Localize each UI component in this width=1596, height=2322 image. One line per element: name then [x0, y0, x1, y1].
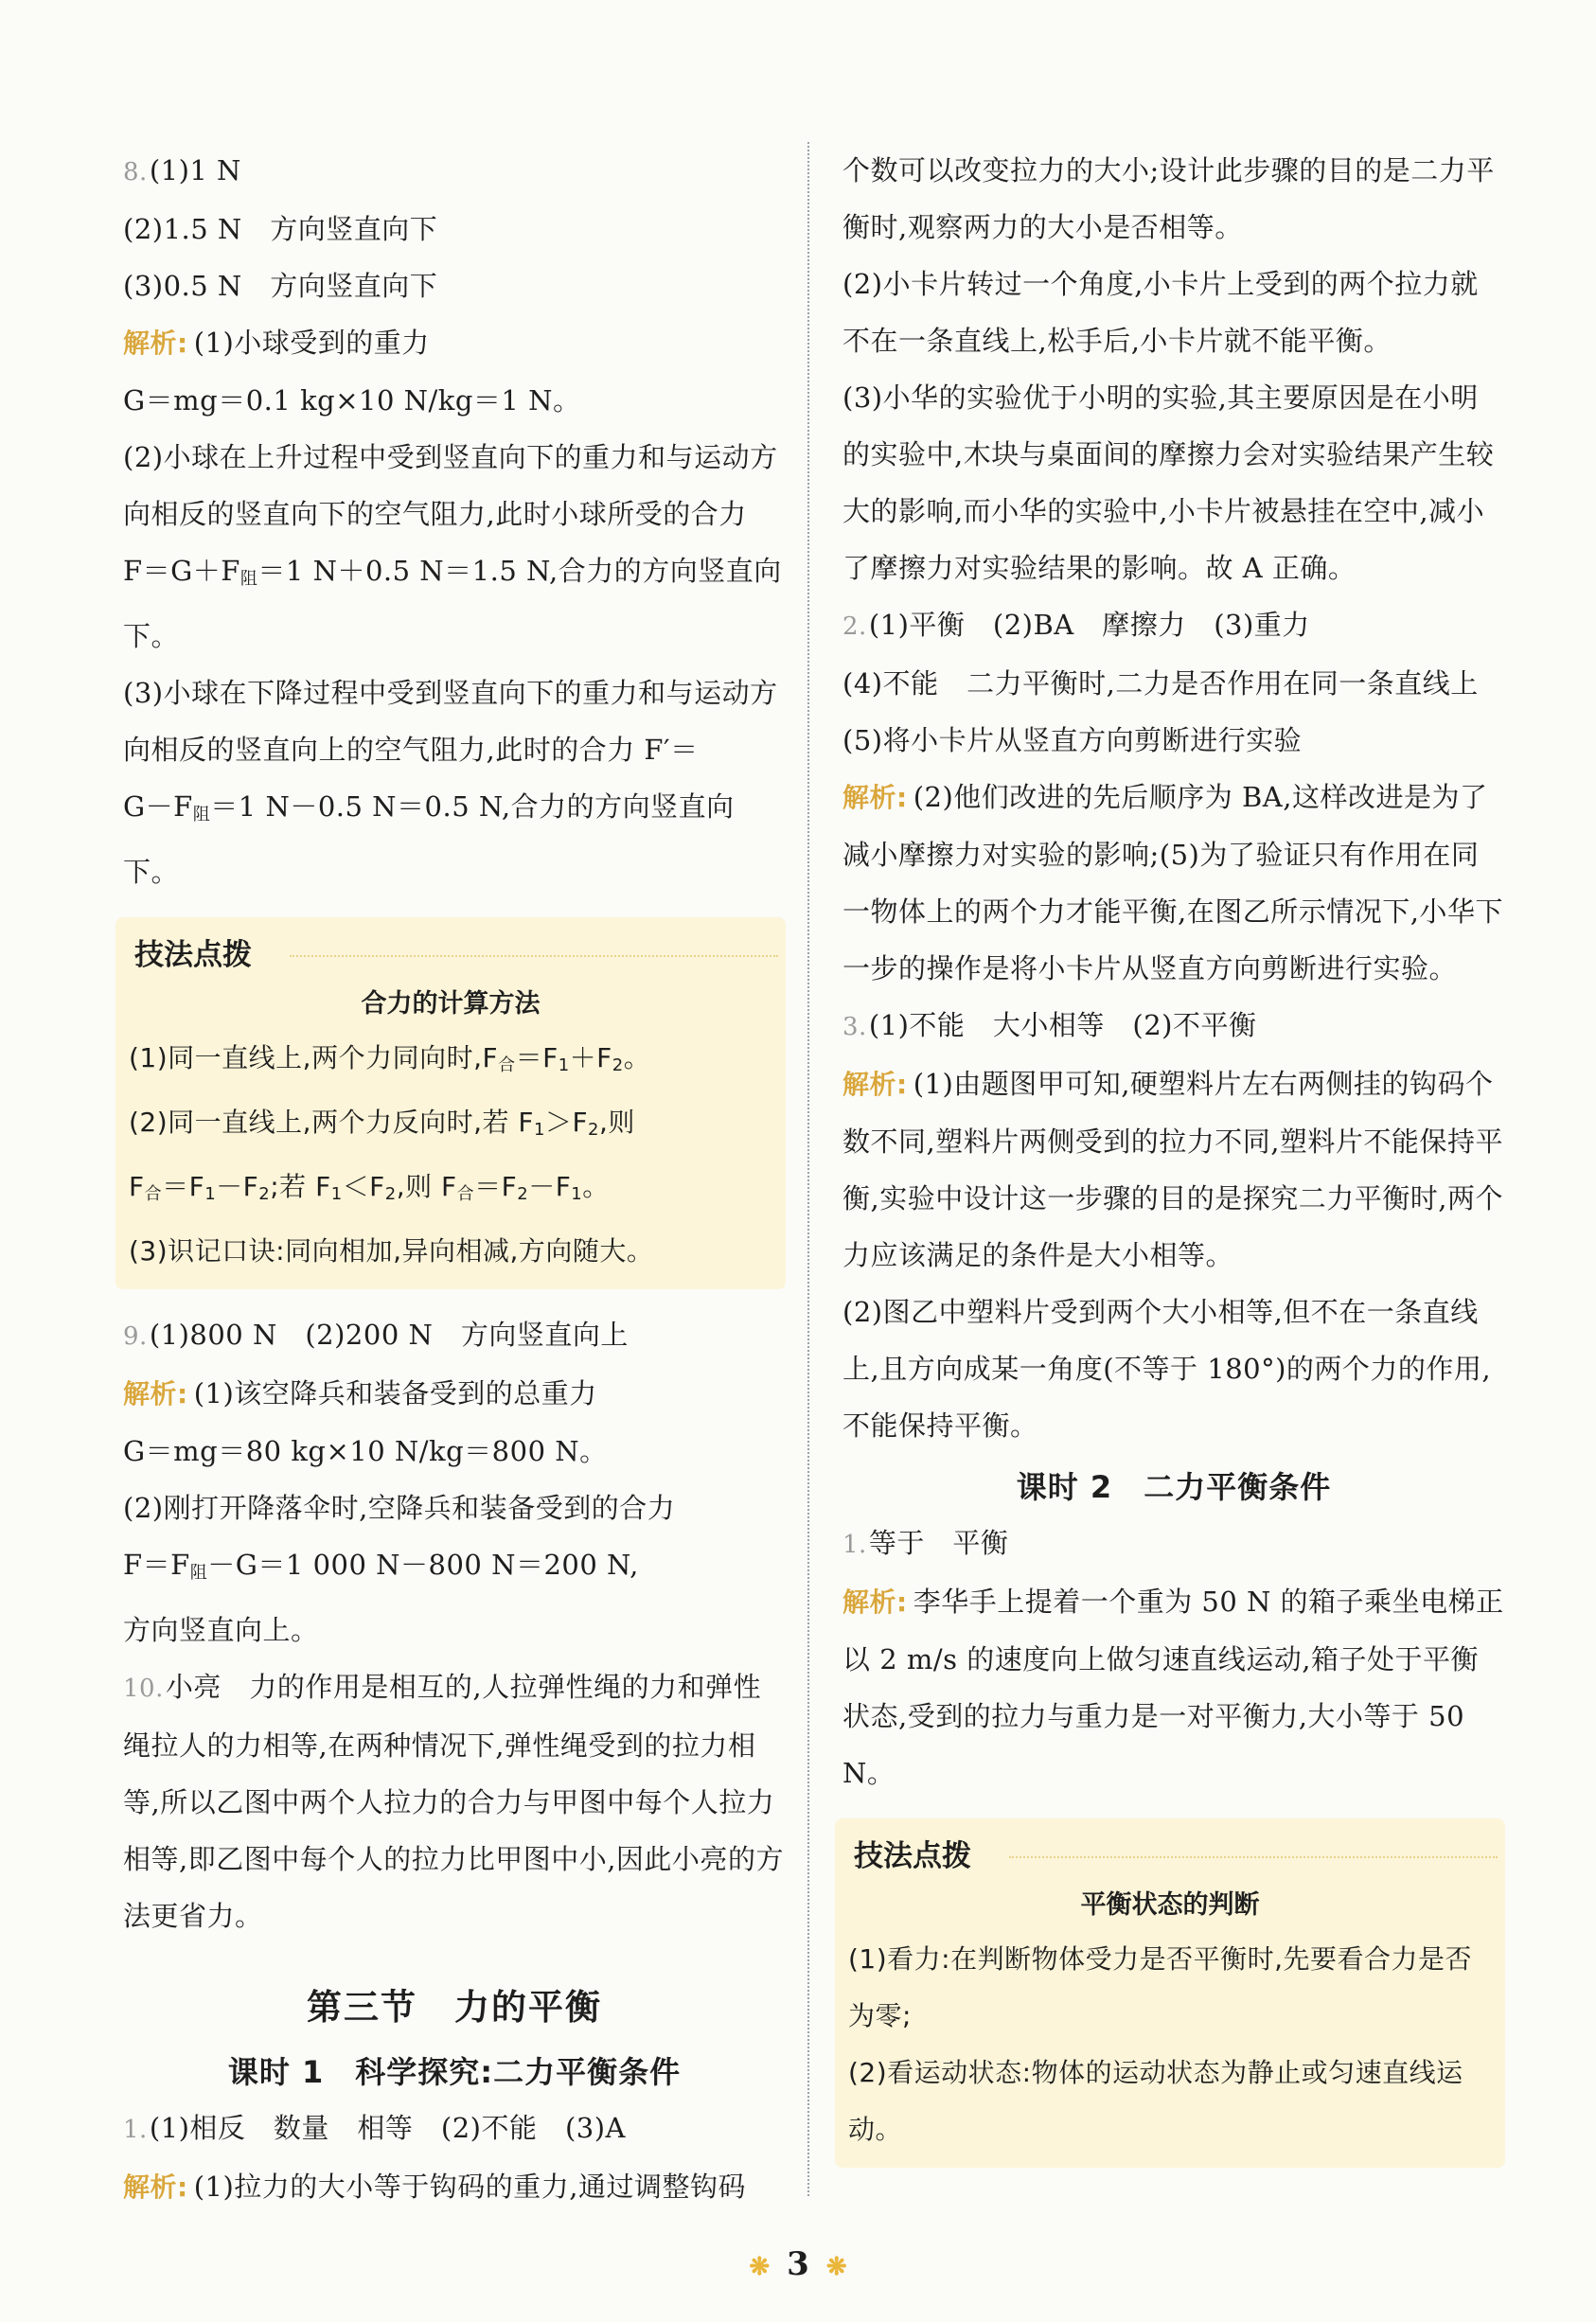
tip-heading: 技法点拨 — [129, 927, 772, 979]
formula-line: $F=G+F_阻=1$ N＋0.5 N＝1.5 N,合力的方向竖直向下。 — [123, 555, 782, 652]
page-number: ❋ 3 ❋ — [749, 2245, 847, 2283]
analysis-tag: 解析: — [123, 328, 188, 359]
answer-line: (1)800 N (2)200 N 方向竖直向上 — [149, 1319, 629, 1351]
formula-line: G＝mg＝0.1 kg×10 N/kg＝1 N。 — [123, 384, 581, 417]
lesson-title: 课时 1 科学探究:二力平衡条件 — [227, 2054, 682, 2090]
answer-line: 等于 平衡 — [868, 1527, 1009, 1559]
question-number: 10. — [123, 1675, 164, 1703]
analysis-text: (3)小华的实验优于小明的实验,其主要原因是在小明的实验中,木块与桌面间的摩擦力会对实验结果产生较大的影响,而小华的实验中,小卡片被悬挂在空中,减小了摩擦力对实验结果的影响。故 A 正确。 — [842, 381, 1495, 584]
tip-heading: 技法点拨 — [848, 1828, 1492, 1880]
answer-line: (1)不能 大小相等 (2)不平衡 — [868, 1009, 1257, 1041]
analysis-text: (1)由题图甲可知,硬塑料片左右两侧挂的钩码个数不同,塑料片两侧受到的拉力不同,塑料片不能保持平衡,实验中设计这一步骤的目的是探究二力平衡时,两个力应该满足的条件是大小相等。 — [842, 1068, 1503, 1271]
tip-title: 合力的计算方法 — [361, 989, 541, 1019]
analysis-text: (1)小球受到的重力 — [193, 327, 430, 359]
tip-line: (3)识记口诀:同向相加,异向相减,方向随大。 — [129, 1235, 654, 1267]
question-10 — [123, 1658, 786, 1944]
question-2 — [842, 596, 1505, 997]
formula-line: $G-F_阻=1$ N－0.5 N＝0.5 N,合力的方向竖直向下。 — [123, 790, 735, 888]
lesson-title: 课时 2 二力平衡条件 — [1016, 1469, 1332, 1505]
question-3 — [842, 997, 1505, 1454]
column-divider — [807, 142, 809, 2196]
question-number: 8. — [123, 158, 148, 186]
analysis-tag: 解析: — [842, 1586, 908, 1618]
question-number: 3. — [842, 1013, 867, 1041]
answer-line: (1)1 N — [149, 154, 241, 186]
analysis-tag: 解析: — [123, 2171, 188, 2203]
tip-line: (1)同一直线上,两个力同向时$,F_合=F_1+F_2$。 — [129, 1042, 651, 1075]
question-number: 2. — [842, 612, 867, 641]
tip-line: (2)看运动状态:物体的运动状态为静止或匀速直线运动。 — [848, 2057, 1463, 2145]
formula-line: $F=F_阻-G=1$ 000 N－800 N＝200 N, — [123, 1549, 639, 1583]
analysis-tag: 解析: — [842, 782, 908, 813]
answer-text: 小亮 力的作用是相互的,人拉弹性绳的力和弹性绳拉人的力相等,在两种情况下,弹性绳受到的拉力相等,所以乙图中两个人拉力的合力与甲图中每个人拉力相等,即乙图中每个人的拉力比甲图中小,因此小亮的方法更省力。 — [123, 1671, 784, 1932]
tip-title: 平衡状态的判断 — [1080, 1890, 1260, 1920]
analysis-tag: 解析: — [842, 1069, 908, 1100]
answer-line: (1)平衡 (2)BA 摩擦力 (3)重力 — [868, 609, 1310, 641]
question-1b — [842, 1515, 1505, 1801]
left-column — [123, 142, 786, 2216]
right-column — [842, 142, 1505, 2185]
question-1-continued — [842, 142, 1505, 596]
analysis-text: 李华手上提着一个重为 50 N 的箱子乘坐电梯正以 2 m/s 的速度向上做匀速直线运动,箱子处于平衡状态,受到的拉力与重力是一对平衡力,大小等于 50 N。 — [842, 1586, 1504, 1789]
analysis-text: (1)拉力的大小等于钩码的重力,通过调整钩码 — [193, 2171, 747, 2203]
analysis-text: (3)小球在下降过程中受到竖直向下的重力和与运动方向相反的竖直向上的空气阻力,此时的合力 F′＝ — [123, 677, 778, 766]
question-number: 1. — [123, 2116, 148, 2144]
answer-line: (2)1.5 N 方向竖直向下 — [123, 213, 438, 245]
analysis-text: (2)图乙中塑料片受到两个大小相等,但不在一条直线上,且方向成某一角度(不等于 180°)的两个力的作用,不能保持平衡。 — [842, 1296, 1492, 1442]
technique-tip-box — [115, 917, 786, 1289]
analysis-tag: 解析: — [123, 1378, 188, 1409]
question-9 — [123, 1306, 786, 1658]
ornament-icon: ❋ — [749, 2253, 771, 2281]
question-number: 9. — [123, 1322, 148, 1351]
analysis-text: (2)小卡片转过一个角度,小卡片上受到的两个拉力就不在一条直线上,松手后,小卡片就不能平衡。 — [842, 268, 1479, 357]
technique-tip-box — [835, 1818, 1505, 2168]
tip-line: (2)同一直线上,两个力反向时,若 $F_1>F_2$,则 — [129, 1107, 635, 1140]
question-8 — [123, 142, 786, 900]
tip-line: (1)看力:在判断物体受力是否平衡时,先要看合力是否为零; — [848, 1943, 1472, 2031]
question-number: 1. — [842, 1531, 867, 1559]
analysis-text: 方向竖直向上。 — [123, 1614, 319, 1646]
ornament-icon: ❋ — [825, 2253, 847, 2281]
analysis-text: 个数可以改变拉力的大小;设计此步骤的目的是二力平衡时,观察两力的大小是否相等。 — [842, 154, 1495, 243]
analysis-text: (2)小球在上升过程中受到竖直向下的重力和与运动方向相反的竖直向下的空气阻力,此时小球所受的合力 — [123, 441, 778, 530]
analysis-text: (2)他们改进的先后顺序为 BA,这样改进是为了减小摩擦力对实验的影响;(5)为了验证只有作用在同一物体上的两个力才能平衡,在图乙所示情况下,小华下一步的操作是将小卡片从竖直方向剪断进行实验。 — [842, 781, 1503, 984]
answer-line: (4)不能 二力平衡时,二力是否作用在同一条直线上 (5)将小卡片从竖直方向剪断进行实验 — [842, 667, 1507, 756]
analysis-text: (2)刚打开降落伞时,空降兵和装备受到的合力 — [123, 1492, 676, 1524]
analysis-text: (1)该空降兵和装备受到的总重力 — [193, 1377, 597, 1409]
section-title: 第三节 力的平衡 — [307, 1987, 602, 2028]
answer-line: (1)相反 数量 相等 (2)不能 (3)A — [149, 2112, 626, 2144]
question-1 — [123, 2100, 786, 2216]
formula-line: G＝mg＝80 kg×10 N/kg＝800 N。 — [123, 1435, 608, 1467]
answer-line: (3)0.5 N 方向竖直向下 — [123, 270, 438, 302]
tip-line: $F_合=F_1-F_2$;若 $F_1<F_2$,则 $F_合=F_2-F_1$。 — [129, 1171, 610, 1204]
